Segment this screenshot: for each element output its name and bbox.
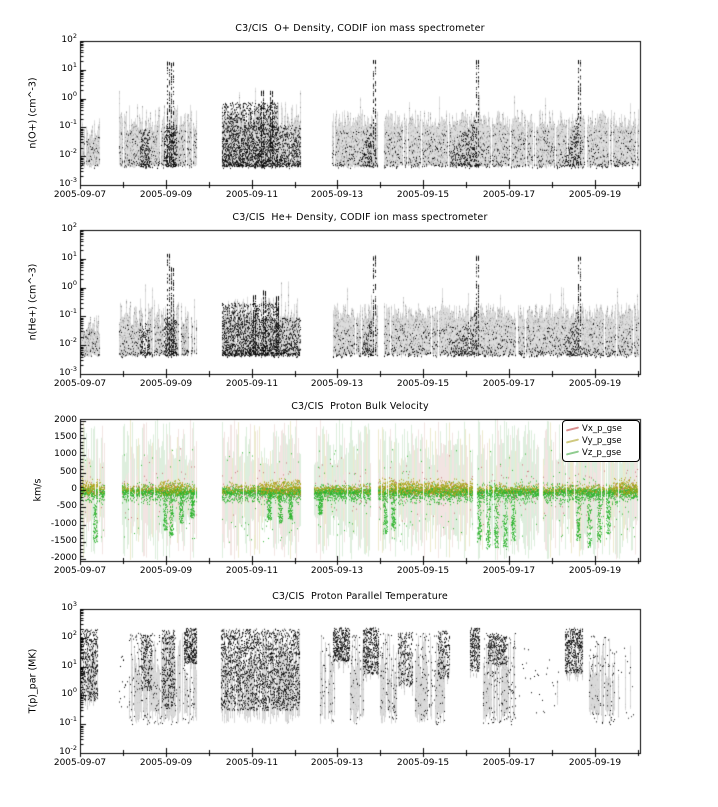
panel-title-proton-temperature: C3/CIS Proton Parallel Temperature — [272, 591, 448, 602]
vy-line-sample-icon — [566, 438, 579, 443]
legend-entry-vy — [566, 435, 635, 447]
x-tick-label: 2005-09-17 — [482, 379, 536, 389]
x-tick-label: 2005-09-07 — [53, 566, 107, 576]
y-tick-label: -1500 — [50, 536, 77, 546]
panel-proton-temperature-plot-area — [80, 609, 640, 753]
x-tick-label: 2005-09-19 — [568, 190, 622, 200]
x-tick-label: 2005-09-13 — [310, 190, 364, 200]
y-tick-label: $10^0$ — [61, 686, 77, 699]
x-tick-label: 2005-09-11 — [225, 758, 279, 768]
y-tick-label: -1000 — [50, 519, 77, 529]
x-tick-label: 2005-09-17 — [482, 758, 536, 768]
y-tick-label: $10^1$ — [61, 61, 77, 74]
y-axis-label-heplus: n(He+) (cm^-3) — [27, 263, 39, 341]
y-tick-label: 1500 — [54, 432, 77, 442]
y-tick-label: 1000 — [54, 449, 77, 459]
legend-label-vx: Vx_p_gse — [582, 424, 622, 434]
panel-title-oplus-density: C3/CIS O+ Density, CODIF ion mass spectrometer — [235, 23, 485, 34]
y-tick-label: $10^1$ — [61, 658, 77, 671]
y-tick-label: $10^2$ — [61, 221, 77, 234]
x-tick-label: 2005-09-11 — [225, 190, 279, 200]
y-axis-label-oplus: n(O+) (cm^-3) — [27, 77, 39, 149]
panel-oplus-density-plot-area — [80, 41, 640, 185]
y-tick-label: $10^0$ — [61, 90, 77, 103]
y-tick-label: $10^3$ — [61, 600, 77, 613]
y-tick-label: $10^{-1}$ — [59, 118, 77, 131]
y-tick-label: $10^1$ — [61, 250, 77, 263]
x-tick-label: 2005-09-15 — [396, 566, 450, 576]
y-tick-label: $10^0$ — [61, 279, 77, 292]
y-axis-label-velocity: km/s — [32, 478, 44, 502]
x-tick-label: 2005-09-15 — [396, 190, 450, 200]
x-tick-label: 2005-09-19 — [568, 566, 622, 576]
x-tick-label: 2005-09-15 — [396, 379, 450, 389]
x-tick-label: 2005-09-09 — [139, 190, 193, 200]
panel-title-proton-velocity: C3/CIS Proton Bulk Velocity — [291, 401, 429, 412]
y-tick-label: -2000 — [50, 553, 77, 563]
panel-title-heplus-density: C3/CIS He+ Density, CODIF ion mass spectrometer — [232, 212, 488, 223]
y-tick-label: -500 — [56, 501, 77, 511]
x-tick-label: 2005-09-07 — [53, 758, 107, 768]
x-tick-label: 2005-09-07 — [53, 379, 107, 389]
y-tick-label: $10^{-1}$ — [59, 715, 77, 728]
x-tick-label: 2005-09-13 — [310, 379, 364, 389]
y-tick-label: $10^2$ — [61, 32, 77, 45]
x-tick-label: 2005-09-13 — [310, 758, 364, 768]
x-tick-label: 2005-09-15 — [396, 758, 450, 768]
y-tick-label: $10^2$ — [61, 629, 77, 642]
velocity-legend — [562, 420, 640, 462]
x-tick-label: 2005-09-07 — [53, 190, 107, 200]
y-axis-label-temperature: T(p)_par (MK) — [27, 648, 39, 714]
x-tick-label: 2005-09-09 — [139, 566, 193, 576]
y-tick-label: 500 — [59, 467, 77, 477]
y-tick-label: $10^{-1}$ — [59, 307, 77, 320]
panel-proton-velocity-plot-area — [80, 419, 640, 561]
y-tick-label: 0 — [71, 484, 77, 494]
panel-heplus-density-plot-area — [80, 230, 640, 374]
x-tick-label: 2005-09-13 — [310, 566, 364, 576]
y-tick-label: $10^{-2}$ — [59, 336, 77, 349]
vz-line-sample-icon — [566, 450, 579, 455]
y-tick-label: 2000 — [54, 415, 77, 425]
y-tick-label: $10^{-3}$ — [59, 176, 77, 189]
legend-entry-vx — [566, 423, 635, 435]
x-tick-label: 2005-09-09 — [139, 379, 193, 389]
x-tick-label: 2005-09-09 — [139, 758, 193, 768]
x-tick-label: 2005-09-11 — [225, 379, 279, 389]
legend-label-vy: Vy_p_gse — [582, 436, 622, 446]
legend-label-vz: Vz_p_gse — [582, 448, 622, 458]
y-tick-label: $10^{-2}$ — [59, 147, 77, 160]
legend-entry-vz — [566, 447, 635, 459]
x-tick-label: 2005-09-17 — [482, 566, 536, 576]
y-tick-label: $10^{-3}$ — [59, 365, 77, 378]
y-tick-label: $10^{-2}$ — [59, 744, 77, 757]
x-tick-label: 2005-09-19 — [568, 758, 622, 768]
x-tick-label: 2005-09-17 — [482, 190, 536, 200]
vx-line-sample-icon — [566, 426, 579, 431]
x-tick-label: 2005-09-19 — [568, 379, 622, 389]
x-tick-label: 2005-09-11 — [225, 566, 279, 576]
